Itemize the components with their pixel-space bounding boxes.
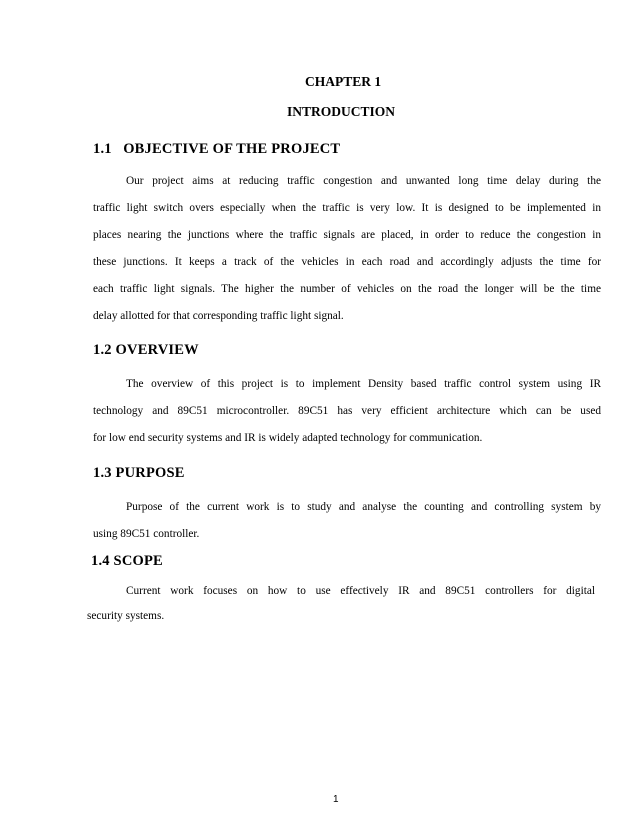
paragraph-line: these junctions. It keeps a track of the vehicles in each road and accordingly adjusts the time for: [93, 256, 601, 268]
paragraph-line: The overview of this project is to implement Density based traffic control system using IR: [126, 378, 601, 390]
paragraph-line: places nearing the junctions where the traffic signals are placed, in order to reduce the congestion in: [93, 229, 601, 241]
section-heading-objective: 1.1 OBJECTIVE OF THE PROJECT: [93, 141, 341, 157]
paragraph-line: for low end security systems and IR is widely adapted technology for communication.: [93, 432, 483, 444]
paragraph-line: Purpose of the current work is to study and analyse the counting and controlling system by: [126, 501, 601, 513]
section-heading-scope: 1.4 SCOPE: [91, 553, 163, 569]
paragraph-line: each traffic light signals. The higher the number of vehicles on the road the longer will be the time: [93, 283, 601, 295]
paragraph-line: using 89C51 controller.: [93, 528, 200, 540]
section-heading-overview: 1.2 OVERVIEW: [93, 342, 199, 358]
paragraph-line: traffic light switch overs especially when the traffic is very low. It is designed to be implemented in: [93, 202, 601, 214]
section-heading-purpose: 1.3 PURPOSE: [93, 465, 185, 481]
paragraph-line: security systems.: [87, 610, 165, 622]
chapter-label: CHAPTER 1: [305, 74, 382, 89]
paragraph-line: Current work focuses on how to use effectively IR and 89C51 controllers for digital: [126, 585, 595, 597]
paragraph-line: Our project aims at reducing traffic congestion and unwanted long time delay during the: [126, 175, 601, 187]
chapter-title: INTRODUCTION: [287, 104, 396, 119]
page-number: 1: [333, 794, 339, 805]
paragraph-line: delay allotted for that corresponding traffic light signal.: [93, 310, 344, 322]
paragraph-line: technology and 89C51 microcontroller. 89C51 has very efficient architecture which can be used: [93, 405, 601, 417]
